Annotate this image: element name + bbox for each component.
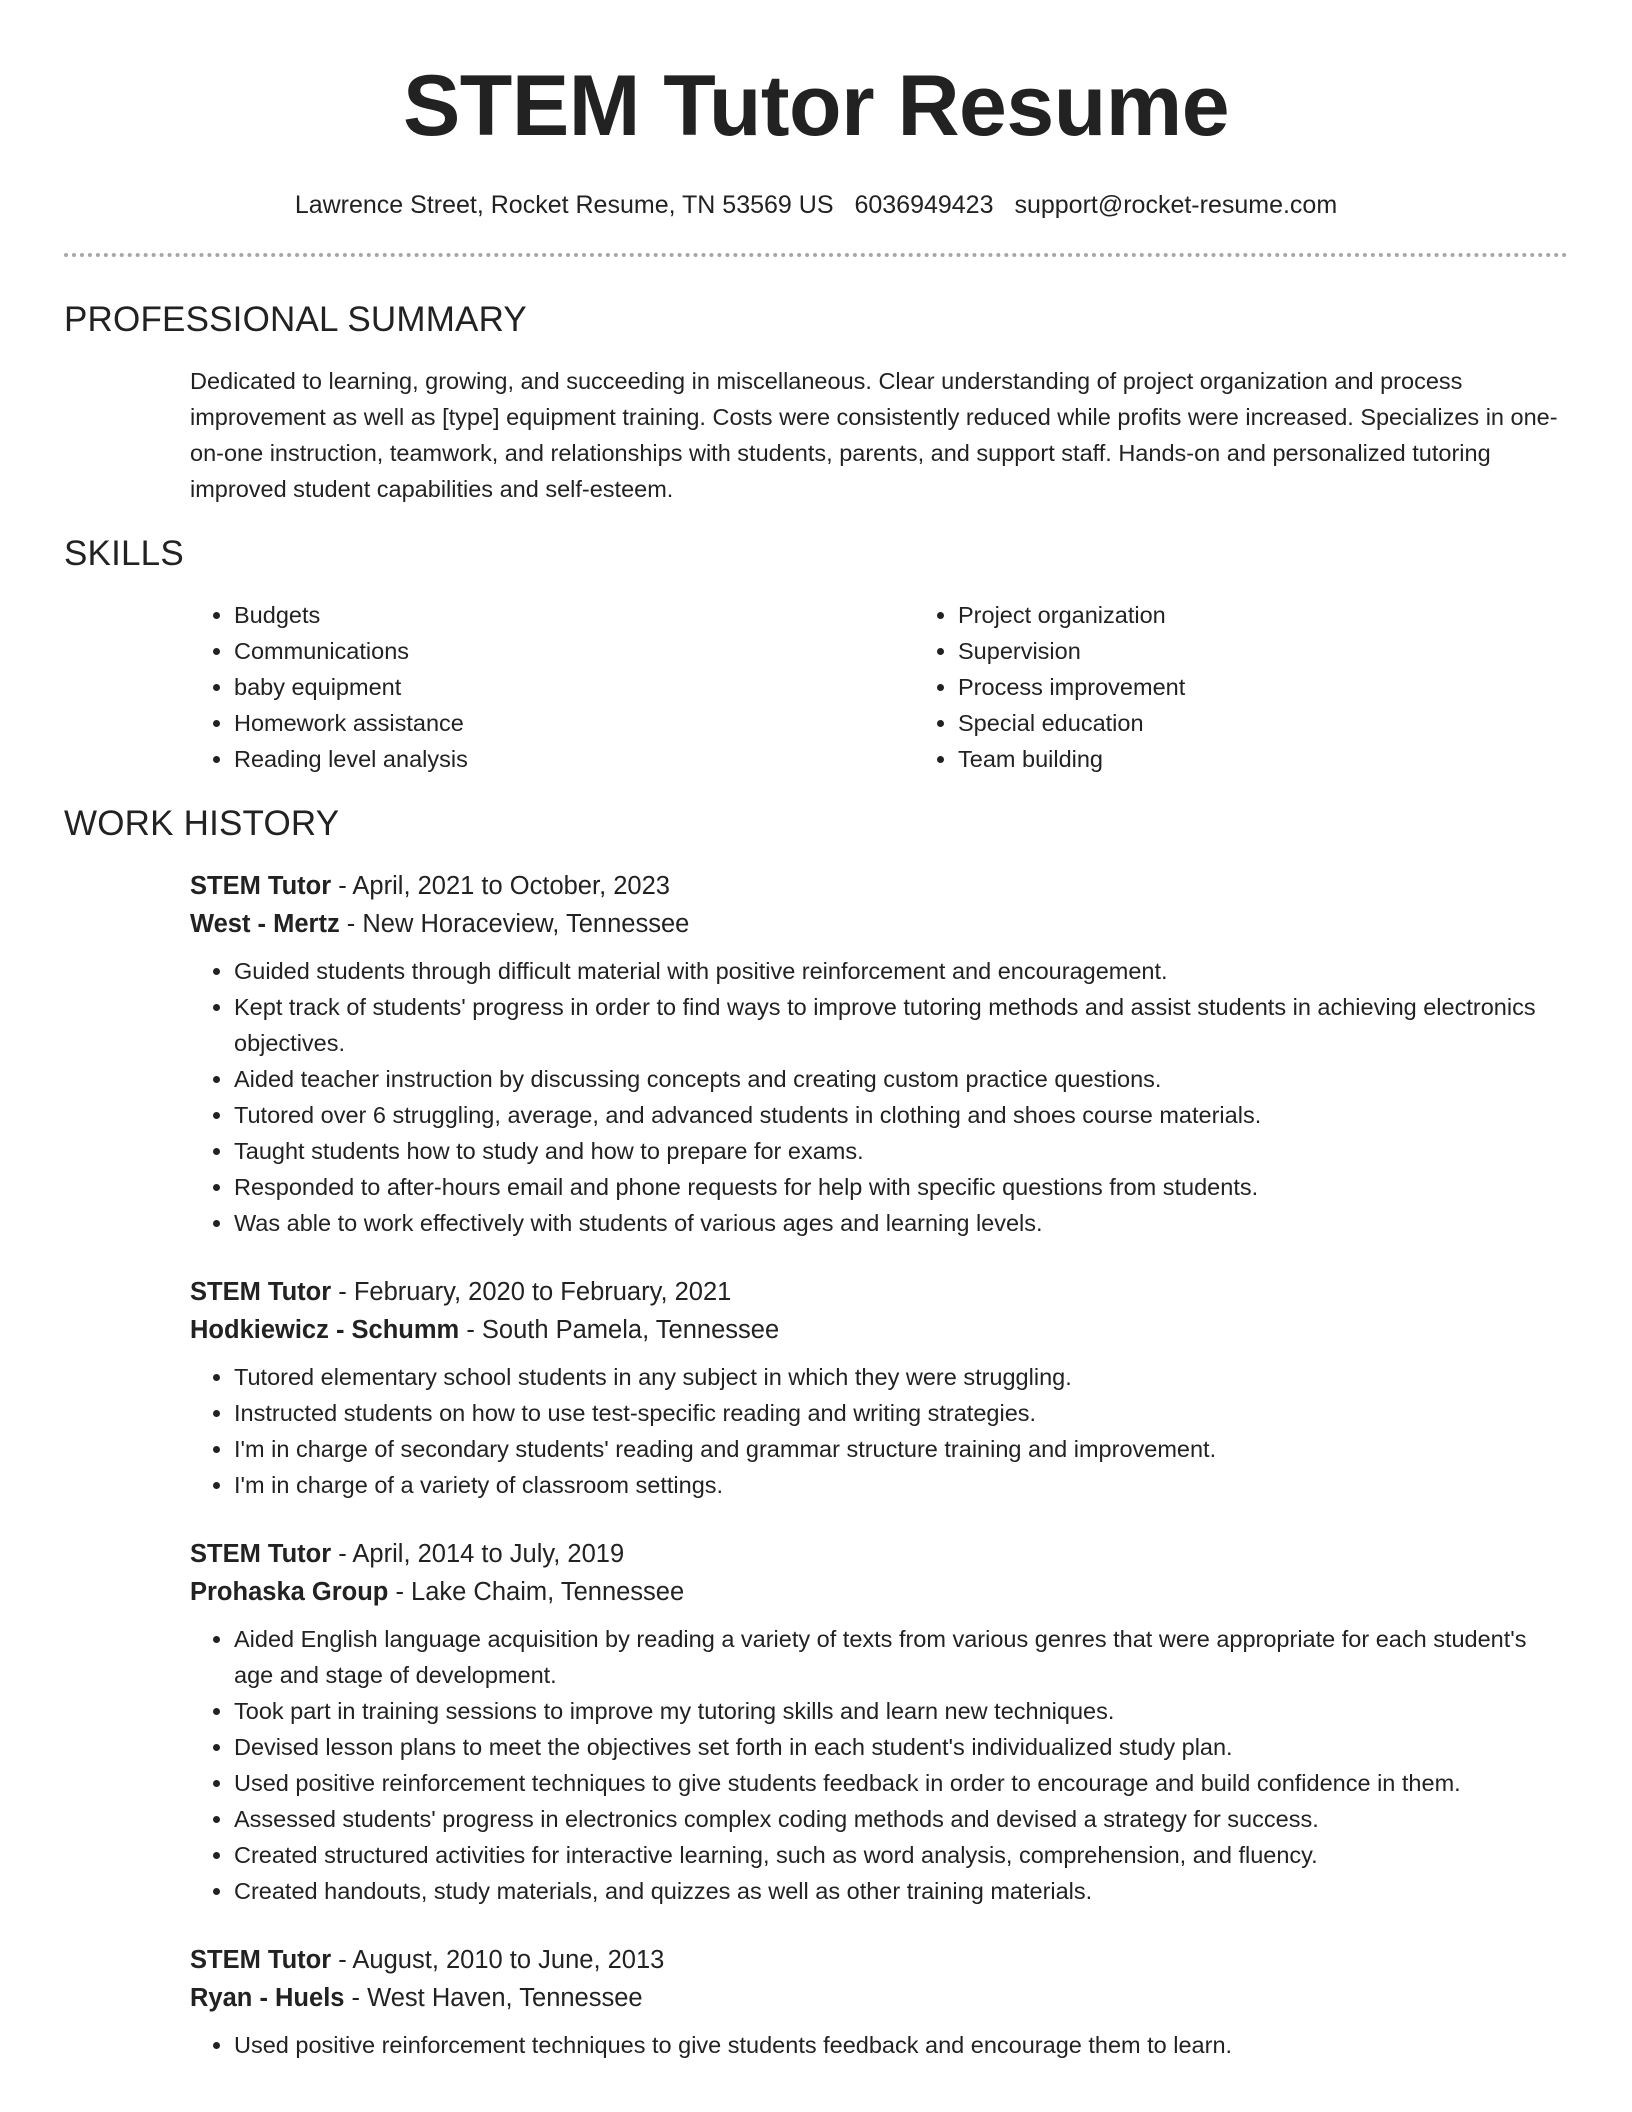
job-location: - New Horaceview, Tennessee <box>339 910 690 938</box>
job-company: West - Mertz <box>190 910 340 938</box>
job-bullet: • Created handouts, study materials, and quizzes as well as other training materials. <box>234 1873 1568 1909</box>
job-company-line <box>190 905 1568 943</box>
skills-list <box>190 597 1568 777</box>
job-title-line <box>190 1273 1568 1311</box>
job-bullet: • Aided teacher instruction by discussing concepts and creating custom practice questions. <box>234 1061 1568 1097</box>
job-entry <box>190 1535 1568 1909</box>
summary-text: Dedicated to learning, growing, and succeeding in miscellaneous. Clear understanding of project organization and process improvement as well as [type] equipment training. Costs were consistently reduced while profits were increased. Specializes in one-on-one instruction, teamwork, and relationships with students, parents, and support staff. Hands-on and personalized tutoring improved student capabilities and self-esteem. <box>190 368 1558 502</box>
job-bullet: • Used positive reinforcement techniques to give students feedback in order to encourage and build confidence in them. <box>234 1765 1568 1801</box>
job-bullet: • Instructed students on how to use test-specific reading and writing strategies. <box>234 1395 1568 1431</box>
job-bullet: • Taught students how to study and how to prepare for exams. <box>234 1133 1568 1169</box>
contact-address: Lawrence Street, Rocket Resume, TN 53569 US <box>294 191 834 219</box>
job-bullet: • Devised lesson plans to meet the objectives set forth in each student's individualized study plan. <box>234 1729 1568 1765</box>
skill-item: • Communications <box>234 633 914 669</box>
job-company-line <box>190 1311 1568 1349</box>
job-location: - South Pamela, Tennessee <box>459 1316 780 1344</box>
skill-item: • Special education <box>958 705 1185 741</box>
job-bullet: • Kept track of students' progress in order to find ways to improve tutoring methods and assist students in achieving electronics objectives. <box>234 989 1568 1061</box>
job-entry <box>190 1273 1568 1503</box>
job-bullets <box>190 1621 1568 1909</box>
job-title-line <box>190 1535 1568 1573</box>
job-location: - West Haven, Tennessee <box>344 1984 643 2012</box>
job-bullet: • Was able to work effectively with students of various ages and learning levels. <box>234 1205 1568 1241</box>
job-bullet: • Created structured activities for interactive learning, such as word analysis, comprehension, and fluency. <box>234 1837 1568 1873</box>
skills-heading: SKILLS <box>64 534 184 573</box>
job-location: - Lake Chaim, Tennessee <box>388 1578 685 1606</box>
job-entry <box>190 1941 1568 2063</box>
job-bullet: • Tutored over 6 struggling, average, and advanced students in clothing and shoes course materials. <box>234 1097 1568 1133</box>
job-company-line <box>190 1979 1568 2017</box>
work-history-heading: WORK HISTORY <box>64 804 340 843</box>
job-company: Ryan - Huels <box>190 1984 345 2012</box>
job-title: STEM Tutor <box>190 872 332 900</box>
job-bullets <box>190 2027 1568 2063</box>
contact-email: support@rocket-resume.com <box>1014 191 1338 219</box>
job-title: STEM Tutor <box>190 1946 332 1974</box>
skill-item: • Supervision <box>958 633 1185 669</box>
skill-item: • Process improvement <box>958 669 1185 705</box>
skills-column-right <box>914 597 1185 777</box>
job-bullet: • Guided students through difficult material with positive reinforcement and encouragement. <box>234 953 1568 989</box>
skill-item: • Budgets <box>234 597 914 633</box>
job-bullet: • I'm in charge of a variety of classroom settings. <box>234 1467 1568 1503</box>
contact-phone: 6036949423 <box>854 191 994 219</box>
job-company-line <box>190 1573 1568 1611</box>
skill-item: • Team building <box>958 741 1185 777</box>
job-bullets <box>190 1359 1568 1503</box>
job-bullets <box>190 953 1568 1241</box>
job-bullet: • Used positive reinforcement techniques to give students feedback and encourage them to learn. <box>234 2027 1568 2063</box>
skill-item: • Project organization <box>958 597 1185 633</box>
job-title-line <box>190 1941 1568 1979</box>
job-bullet: • Assessed students' progress in electronics complex coding methods and devised a strategy for success. <box>234 1801 1568 1837</box>
job-dates: - February, 2020 to February, 2021 <box>331 1278 732 1306</box>
job-company: Hodkiewicz - Schumm <box>190 1316 460 1344</box>
skill-item: • baby equipment <box>234 669 914 705</box>
job-dates: - August, 2010 to June, 2013 <box>331 1946 665 1974</box>
page-title: STEM Tutor Resume <box>402 58 1230 154</box>
contact-info <box>64 190 1568 220</box>
skill-item: • Reading level analysis <box>234 741 914 777</box>
job-title: STEM Tutor <box>190 1540 332 1568</box>
job-dates: - April, 2021 to October, 2023 <box>331 872 670 900</box>
skills-column-left <box>190 597 914 777</box>
job-entry <box>190 867 1568 1241</box>
job-bullet: • Responded to after-hours email and phone requests for help with specific questions from students. <box>234 1169 1568 1205</box>
job-bullet: • I'm in charge of secondary students' reading and grammar structure training and improvement. <box>234 1431 1568 1467</box>
job-title: STEM Tutor <box>190 1278 332 1306</box>
header-divider <box>64 253 1568 257</box>
summary-heading: PROFESSIONAL SUMMARY <box>64 300 527 339</box>
job-bullet: • Took part in training sessions to improve my tutoring skills and learn new techniques. <box>234 1693 1568 1729</box>
job-title-line <box>190 867 1568 905</box>
job-bullet: • Tutored elementary school students in any subject in which they were struggling. <box>234 1359 1568 1395</box>
job-bullet: • Aided English language acquisition by reading a variety of texts from various genres that were appropriate for each student's age and stage of development. <box>234 1621 1568 1693</box>
job-company: Prohaska Group <box>190 1578 389 1606</box>
job-dates: - April, 2014 to July, 2019 <box>331 1540 625 1568</box>
skill-item: • Homework assistance <box>234 705 914 741</box>
